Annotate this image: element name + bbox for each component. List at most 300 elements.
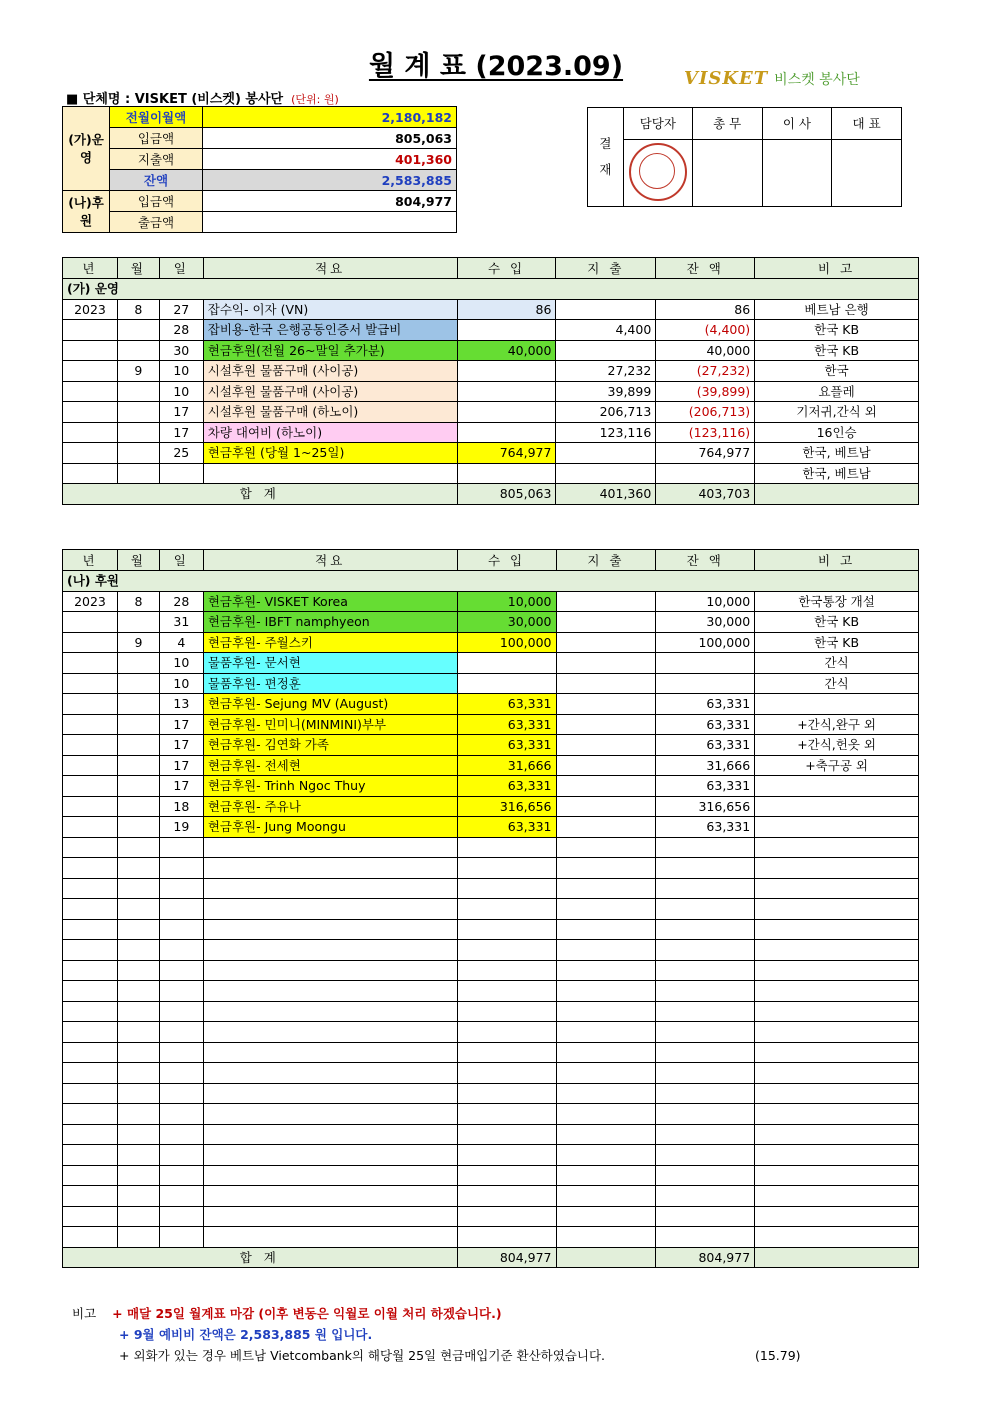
- cell-expense: [556, 653, 656, 674]
- cell-year: [63, 361, 118, 382]
- blank-cell: [117, 837, 159, 858]
- blank-row: [63, 899, 919, 920]
- cell-balance: (27,232): [656, 361, 755, 382]
- cell-note: 한국통장 개설: [755, 591, 919, 612]
- blank-cell: [656, 1022, 755, 1043]
- cell-description: 현금후원- 전세현: [203, 755, 457, 776]
- blank-cell: [656, 1145, 755, 1166]
- cell-description: 차량 대여비 (하노이): [203, 422, 457, 443]
- blank-row: [63, 1042, 919, 1063]
- cell-day: 13: [159, 694, 203, 715]
- blank-cell: [63, 1083, 118, 1104]
- table-row: [63, 632, 919, 653]
- cell-income: 63,331: [457, 817, 556, 838]
- blank-cell: [656, 878, 755, 899]
- blank-cell: [159, 878, 203, 899]
- cell-year: [63, 735, 118, 756]
- cell-expense: 123,116: [556, 422, 656, 443]
- blank-cell: [656, 1083, 755, 1104]
- cell-income: [457, 422, 556, 443]
- cell-month: [117, 817, 159, 838]
- blank-cell: [117, 960, 159, 981]
- blank-cell: [457, 940, 556, 961]
- cell-balance: 63,331: [656, 776, 755, 797]
- cell-expense: [556, 755, 656, 776]
- cell-expense: [556, 776, 656, 797]
- cell-day: 27: [159, 299, 203, 320]
- blank-cell: [63, 1124, 118, 1145]
- sup-summary-head: (나)후원: [63, 191, 110, 233]
- blank-cell: [159, 837, 203, 858]
- blank-cell: [556, 1042, 656, 1063]
- blank-cell: [63, 1022, 118, 1043]
- cell-description: 현금후원- Jung Moongu: [203, 817, 457, 838]
- cell-year: [63, 422, 118, 443]
- blank-cell: [457, 1186, 556, 1207]
- blank-row: [63, 1022, 919, 1043]
- cell-note: 한국 KB: [755, 632, 919, 653]
- blank-cell: [63, 1227, 118, 1248]
- table-row: [63, 735, 919, 756]
- sup-ledger-table: [62, 549, 919, 1268]
- blank-cell: [159, 1001, 203, 1022]
- blank-cell: [755, 1022, 919, 1043]
- cell-day: 10: [159, 653, 203, 674]
- sup-out-label: 출금액: [110, 212, 203, 233]
- cell-day: 25: [159, 443, 203, 464]
- cell-balance: 63,331: [656, 714, 755, 735]
- table-row: [63, 694, 919, 715]
- cell-note: 한국 KB: [755, 340, 919, 361]
- cell-income: [457, 673, 556, 694]
- blank-cell: [457, 1083, 556, 1104]
- blank-cell: [457, 858, 556, 879]
- cell-month: [117, 381, 159, 402]
- cell-income: 30,000: [457, 612, 556, 633]
- blank-cell: [556, 1124, 656, 1145]
- blank-cell: [457, 878, 556, 899]
- table-row: [63, 463, 919, 484]
- cell-day: 4: [159, 632, 203, 653]
- cell-note: [755, 776, 919, 797]
- summary-table: [62, 106, 457, 233]
- cell-expense: [556, 612, 656, 633]
- blank-cell: [159, 940, 203, 961]
- sup-in-value: 804,977: [203, 191, 457, 212]
- total-note: [755, 1247, 919, 1268]
- blank-cell: [556, 1083, 656, 1104]
- cell-year: [63, 463, 118, 484]
- cell-description: 현금후원- 주월스키: [203, 632, 457, 653]
- blank-cell: [556, 1186, 656, 1207]
- blank-cell: [556, 1022, 656, 1043]
- blank-cell: [656, 858, 755, 879]
- total-balance: 804,977: [656, 1247, 755, 1268]
- cell-description: 현금후원- IBFT namphyeon: [203, 612, 457, 633]
- ops-summary-head: (가)운영: [63, 107, 110, 191]
- total-expense: 401,360: [556, 484, 656, 505]
- blank-cell: [457, 960, 556, 981]
- cell-month: [117, 422, 159, 443]
- cell-month: [117, 796, 159, 817]
- blank-cell: [117, 1042, 159, 1063]
- note-line-2: + 9월 예비비 잔액은 2,583,885 원 입니다.: [119, 1327, 373, 1342]
- cell-expense: [556, 632, 656, 653]
- blank-row: [63, 1124, 919, 1145]
- blank-cell: [159, 1083, 203, 1104]
- blank-cell: [117, 940, 159, 961]
- blank-cell: [755, 1124, 919, 1145]
- cell-note: [755, 796, 919, 817]
- column-header: 적요: [203, 550, 457, 571]
- blank-cell: [63, 1063, 118, 1084]
- cell-description: 현금후원 (당월 1~25일): [203, 443, 457, 464]
- cell-balance: 30,000: [656, 612, 755, 633]
- cell-expense: [556, 817, 656, 838]
- cell-expense: [556, 299, 656, 320]
- cell-year: [63, 612, 118, 633]
- cell-balance: [656, 463, 755, 484]
- notes-label: 비고: [72, 1306, 97, 1321]
- blank-cell: [159, 1165, 203, 1186]
- blank-cell: [755, 1042, 919, 1063]
- blank-cell: [656, 1165, 755, 1186]
- table-row: [63, 673, 919, 694]
- blank-cell: [457, 1042, 556, 1063]
- cell-balance: (206,713): [656, 402, 755, 423]
- table-row: [63, 402, 919, 423]
- cell-month: [117, 673, 159, 694]
- blank-cell: [203, 858, 457, 879]
- logo-text: 비스켓 봉사단: [774, 71, 860, 88]
- blank-cell: [457, 1063, 556, 1084]
- cell-income: 63,331: [457, 694, 556, 715]
- cell-description: 현금후원- 민미니(MINMINI)부부: [203, 714, 457, 735]
- sup-header-row: [63, 550, 919, 571]
- blank-row: [63, 1186, 919, 1207]
- blank-cell: [63, 878, 118, 899]
- cell-income: [457, 320, 556, 341]
- blank-cell: [117, 1186, 159, 1207]
- cell-description: 물품후원- 문서현: [203, 653, 457, 674]
- ops-ledger-table: [62, 257, 919, 505]
- blank-cell: [755, 960, 919, 981]
- total-income: 805,063: [457, 484, 556, 505]
- blank-cell: [556, 1001, 656, 1022]
- blank-cell: [203, 940, 457, 961]
- table-row: [63, 299, 919, 320]
- blank-cell: [203, 1206, 457, 1227]
- blank-cell: [656, 1104, 755, 1125]
- cell-day: 19: [159, 817, 203, 838]
- out-label: 지출액: [110, 149, 203, 170]
- table-row: [63, 776, 919, 797]
- blank-cell: [755, 858, 919, 879]
- blank-cell: [159, 1145, 203, 1166]
- blank-cell: [203, 1063, 457, 1084]
- total-row: [63, 484, 919, 505]
- cell-day: 17: [159, 735, 203, 756]
- cell-description: 현금후원- Sejung MV (August): [203, 694, 457, 715]
- cell-note: [755, 817, 919, 838]
- cell-month: [117, 735, 159, 756]
- cell-income: 63,331: [457, 735, 556, 756]
- cell-description: 현금후원- 김연화 가족: [203, 735, 457, 756]
- column-header: 적요: [203, 258, 457, 279]
- blank-cell: [63, 1206, 118, 1227]
- approval-col: 이 사: [762, 108, 832, 140]
- in-value: 805,063: [203, 128, 457, 149]
- blank-cell: [159, 1206, 203, 1227]
- prev-value: 2,180,182: [203, 107, 457, 128]
- cell-description: 현금후원- Trinh Ngoc Thuy: [203, 776, 457, 797]
- blank-cell: [203, 1145, 457, 1166]
- table-row: [63, 796, 919, 817]
- cell-expense: [556, 714, 656, 735]
- blank-cell: [755, 878, 919, 899]
- cell-month: [117, 402, 159, 423]
- cell-income: 31,666: [457, 755, 556, 776]
- cell-balance: 10,000: [656, 591, 755, 612]
- blank-cell: [159, 1063, 203, 1084]
- blank-cell: [159, 981, 203, 1002]
- section-label: (가) 운영: [63, 279, 919, 300]
- cell-expense: [556, 796, 656, 817]
- column-header: 월: [117, 550, 159, 571]
- cell-note: 한국, 베트남: [755, 463, 919, 484]
- blank-row: [63, 1165, 919, 1186]
- blank-row: [63, 1227, 919, 1248]
- blank-cell: [755, 1206, 919, 1227]
- blank-cell: [556, 878, 656, 899]
- blank-cell: [63, 1145, 118, 1166]
- blank-cell: [117, 1104, 159, 1125]
- approval-side-label: 결 재: [588, 108, 624, 207]
- blank-cell: [203, 1165, 457, 1186]
- blank-cell: [755, 837, 919, 858]
- cell-income: 63,331: [457, 776, 556, 797]
- cell-year: [63, 340, 118, 361]
- cell-note: 간식: [755, 673, 919, 694]
- blank-cell: [159, 1022, 203, 1043]
- cell-month: [117, 612, 159, 633]
- cell-expense: 27,232: [556, 361, 656, 382]
- blank-cell: [656, 940, 755, 961]
- blank-cell: [556, 1165, 656, 1186]
- blank-cell: [755, 1104, 919, 1125]
- blank-row: [63, 837, 919, 858]
- blank-cell: [117, 899, 159, 920]
- blank-cell: [656, 981, 755, 1002]
- blank-cell: [117, 1083, 159, 1104]
- out-value: 401,360: [203, 149, 457, 170]
- approval-sign-cell: [762, 140, 832, 207]
- blank-cell: [203, 1083, 457, 1104]
- cell-year: [63, 673, 118, 694]
- column-header: 년: [63, 550, 118, 571]
- cell-year: 2023: [63, 591, 118, 612]
- blank-cell: [203, 919, 457, 940]
- table-row: [63, 591, 919, 612]
- cell-year: 2023: [63, 299, 118, 320]
- cell-balance: 316,656: [656, 796, 755, 817]
- approval-sign-cell: [623, 140, 692, 207]
- cell-balance: (123,116): [656, 422, 755, 443]
- cell-balance: 31,666: [656, 755, 755, 776]
- blank-cell: [63, 919, 118, 940]
- table-row: [63, 443, 919, 464]
- blank-row: [63, 981, 919, 1002]
- blank-cell: [63, 1104, 118, 1125]
- total-label: 합 계: [63, 484, 458, 505]
- sup-in-label: 입금액: [110, 191, 203, 212]
- unit-label: (단위: 원): [291, 93, 339, 106]
- table-row: [63, 714, 919, 735]
- blank-cell: [755, 1227, 919, 1248]
- blank-cell: [117, 878, 159, 899]
- blank-cell: [117, 1227, 159, 1248]
- total-row: [63, 1247, 919, 1268]
- cell-day: 17: [159, 755, 203, 776]
- cell-note: 베트남 은행: [755, 299, 919, 320]
- cell-year: [63, 443, 118, 464]
- cell-note: 16인승: [755, 422, 919, 443]
- logo: [684, 68, 860, 89]
- blank-cell: [457, 1104, 556, 1125]
- cell-description: 시설후원 물품구매 (하노이): [203, 402, 457, 423]
- cell-day: 17: [159, 776, 203, 797]
- section-label: (나) 후원: [63, 571, 919, 592]
- blank-cell: [117, 1001, 159, 1022]
- blank-cell: [63, 1001, 118, 1022]
- cell-description: 물품후원- 편정훈: [203, 673, 457, 694]
- cell-day: 28: [159, 591, 203, 612]
- blank-cell: [556, 1145, 656, 1166]
- sup-out-value: [203, 212, 457, 233]
- cell-year: [63, 402, 118, 423]
- table-row: [63, 361, 919, 382]
- blank-cell: [159, 899, 203, 920]
- cell-month: 8: [117, 299, 159, 320]
- cell-balance: 63,331: [656, 817, 755, 838]
- notes: [72, 1303, 801, 1366]
- cell-income: [457, 463, 556, 484]
- blank-row: [63, 1206, 919, 1227]
- blank-cell: [63, 858, 118, 879]
- blank-cell: [755, 919, 919, 940]
- blank-cell: [457, 1022, 556, 1043]
- cell-note: 한국 KB: [755, 612, 919, 633]
- blank-cell: [755, 1145, 919, 1166]
- cell-month: [117, 694, 159, 715]
- table-row: [63, 340, 919, 361]
- cell-day: 17: [159, 714, 203, 735]
- cell-note: 한국, 베트남: [755, 443, 919, 464]
- blank-cell: [755, 981, 919, 1002]
- column-header: 지 출: [556, 258, 656, 279]
- table-row: [63, 653, 919, 674]
- approval-col: 대 표: [832, 108, 902, 140]
- cell-balance: (39,899): [656, 381, 755, 402]
- blank-cell: [556, 981, 656, 1002]
- cell-balance: 63,331: [656, 694, 755, 715]
- blank-cell: [457, 899, 556, 920]
- blank-cell: [656, 960, 755, 981]
- blank-cell: [457, 1227, 556, 1248]
- cell-month: [117, 776, 159, 797]
- cell-note: 한국: [755, 361, 919, 382]
- cell-day: 10: [159, 381, 203, 402]
- blank-row: [63, 1083, 919, 1104]
- blank-cell: [63, 899, 118, 920]
- cell-expense: 39,899: [556, 381, 656, 402]
- blank-cell: [117, 858, 159, 879]
- cell-year: [63, 632, 118, 653]
- cell-month: 9: [117, 632, 159, 653]
- blank-cell: [159, 919, 203, 940]
- cell-day: 17: [159, 402, 203, 423]
- blank-cell: [159, 1227, 203, 1248]
- blank-cell: [117, 981, 159, 1002]
- cell-description: 시설후원 물품구매 (사이공): [203, 381, 457, 402]
- cell-balance: [656, 653, 755, 674]
- total-expense: [556, 1247, 656, 1268]
- blank-cell: [117, 1124, 159, 1145]
- blank-cell: [457, 1001, 556, 1022]
- cell-note: 한국 KB: [755, 320, 919, 341]
- cell-balance: 63,331: [656, 735, 755, 756]
- blank-cell: [117, 1022, 159, 1043]
- cell-balance: 764,977: [656, 443, 755, 464]
- cell-month: 9: [117, 361, 159, 382]
- cell-balance: 86: [656, 299, 755, 320]
- cell-note: +축구공 외: [755, 755, 919, 776]
- blank-cell: [556, 960, 656, 981]
- balance-label: 잔액: [110, 170, 203, 191]
- column-header: 수 입: [457, 258, 556, 279]
- cell-income: [457, 381, 556, 402]
- approval-sign-cell: [832, 140, 902, 207]
- in-label: 입금액: [110, 128, 203, 149]
- cell-income: 316,656: [457, 796, 556, 817]
- blank-cell: [656, 899, 755, 920]
- blank-cell: [656, 1186, 755, 1207]
- blank-cell: [457, 919, 556, 940]
- cell-description: 잡비용-한국 은행공동인증서 발급비: [203, 320, 457, 341]
- cell-month: [117, 755, 159, 776]
- blank-row: [63, 960, 919, 981]
- cell-month: [117, 320, 159, 341]
- prev-label: 전월이월액: [110, 107, 203, 128]
- cell-day: [159, 463, 203, 484]
- cell-day: 10: [159, 673, 203, 694]
- total-note: [755, 484, 919, 505]
- cell-note: +간식,완구 외: [755, 714, 919, 735]
- blank-cell: [457, 1206, 556, 1227]
- blank-cell: [656, 1042, 755, 1063]
- blank-cell: [656, 1063, 755, 1084]
- cell-expense: [556, 463, 656, 484]
- blank-cell: [656, 1206, 755, 1227]
- blank-cell: [556, 1063, 656, 1084]
- cell-day: 18: [159, 796, 203, 817]
- blank-cell: [203, 1227, 457, 1248]
- cell-income: [457, 402, 556, 423]
- blank-cell: [556, 1206, 656, 1227]
- table-row: [63, 320, 919, 341]
- blank-cell: [117, 919, 159, 940]
- cell-year: [63, 714, 118, 735]
